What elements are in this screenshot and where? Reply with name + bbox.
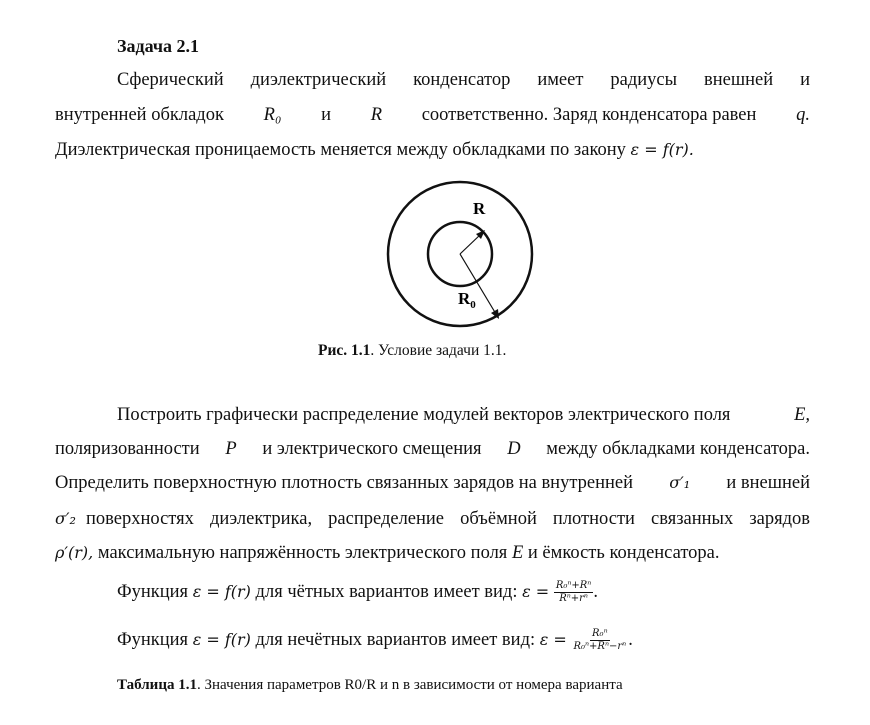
denominator: R₀ⁿ+Rⁿ−rⁿ <box>573 641 627 652</box>
para2-line1 <box>117 405 810 426</box>
caption-text: . Условие задачи 1.1. <box>370 342 507 359</box>
table-caption <box>117 677 623 694</box>
label-R: R <box>473 199 486 218</box>
function-odd: Функция ε = f(r) для нечётных вариантов имеет вид: ε = $\frac{\text{R₀ⁿ}}{\text{R₀ⁿ+Rⁿ−rⁿ}}$ . <box>117 628 633 652</box>
symbol-D: D <box>507 439 521 459</box>
word: и <box>800 70 810 90</box>
text: и электрического смещения <box>262 439 482 459</box>
text: для нечётных вариантов имеет вид: <box>255 629 536 650</box>
para1-line1 <box>117 70 810 91</box>
text: для чётных вариантов имеет вид: <box>255 581 518 602</box>
symbol-rho: ρ′(r), <box>55 543 94 562</box>
para1-line2 <box>55 105 810 126</box>
numerator: R₀ⁿ <box>592 628 608 639</box>
symbol-q: q. <box>796 105 810 125</box>
task-title: Задача 2.1 <box>117 36 200 56</box>
text: Диэлектрическая проницаемость меняется между обкладками по закону <box>55 140 626 160</box>
even-fraction <box>554 580 594 605</box>
label-R0: $R_0$ <box>458 289 476 311</box>
denominator: Rⁿ+rⁿ <box>559 593 588 604</box>
table-label: Таблица 1.1 <box>117 677 197 693</box>
para2-line2 <box>55 439 810 460</box>
symbol-E: E <box>511 543 524 563</box>
word: радиусы <box>610 70 678 90</box>
text: максимальную напряжённость электрического поля <box>97 543 508 563</box>
word: диэлектрический <box>250 70 387 90</box>
law-formula: ε = f(r) <box>192 629 251 649</box>
word: имеет <box>537 70 584 90</box>
para2-line4 <box>55 509 810 530</box>
law-formula: ε = f(r) <box>192 581 251 601</box>
text: поверхностях диэлектрика, распределение объёмной плотности связанных зарядов <box>85 509 810 529</box>
table-caption-text: . Значения параметров R0/R и n в зависимости от номера варианта <box>196 677 623 693</box>
law-formula: ε = f(r). <box>630 140 694 159</box>
symbol-sigma2: σ′₂ <box>55 509 76 528</box>
text: между обкладками конденсатора. <box>546 439 810 459</box>
para2-line5 <box>55 543 810 564</box>
text: и ёмкость конденсатора. <box>527 543 720 563</box>
epsilon: ε = <box>539 629 567 649</box>
function-even: Функция ε = f(r) для чётных вариантов имеет вид: ε = $\frac{\text{R₀ⁿ+Rⁿ}}{\text{Rⁿ+rⁿ}}$ . <box>117 580 598 604</box>
word: внешней <box>704 70 774 90</box>
text: поляризованности <box>55 439 200 459</box>
figure-caption <box>318 342 506 360</box>
odd-fraction <box>571 628 628 653</box>
symbol-R0: R₀ <box>263 105 282 125</box>
text: внутренней обкладок <box>55 105 224 125</box>
epsilon: ε = <box>522 581 550 601</box>
para2-line3 <box>55 473 810 494</box>
text: Определить поверхностную плотность связанных зарядов на внутренней <box>55 473 634 493</box>
text: соответственно. Заряд конденсатора равен <box>421 105 757 125</box>
caption-label: Рис. 1.1 <box>318 342 371 359</box>
text: Функция <box>117 581 189 602</box>
word: конденсатор <box>413 70 511 90</box>
word: Сферический <box>117 70 224 90</box>
text: и <box>321 105 331 125</box>
para1-line3 <box>55 140 810 161</box>
text: и внешней <box>726 473 810 493</box>
numerator: R₀ⁿ+Rⁿ <box>555 580 592 591</box>
symbol-E: E, <box>794 405 810 425</box>
text: Функция <box>117 629 189 650</box>
symbol-sigma1: σ′₁ <box>669 473 691 492</box>
text: Построить графически распределение модулей векторов электрического поля <box>117 405 731 425</box>
capacitor-figure <box>385 174 541 334</box>
radius-R-arrow <box>460 234 481 254</box>
symbol-P: P <box>225 439 237 459</box>
symbol-R: R <box>370 105 383 125</box>
